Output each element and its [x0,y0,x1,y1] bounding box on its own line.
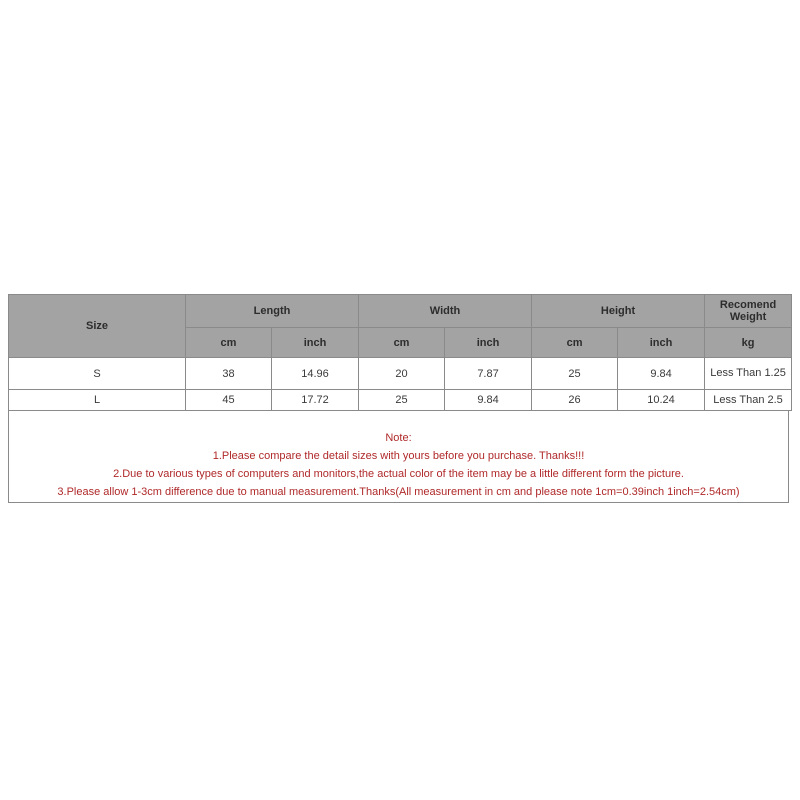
height-inch-header: inch [618,328,705,358]
size-cell: S [9,358,186,390]
size-cell: L [9,390,186,411]
width-header: Width [359,295,532,328]
weight-cell: Less Than 2.5 [705,390,792,411]
height-cm-cell: 26 [532,390,618,411]
length-inch-cell: 14.96 [272,358,359,390]
length-cm-cell: 38 [186,358,272,390]
length-header: Length [186,295,359,328]
height-cm-cell: 25 [532,358,618,390]
width-inch-cell: 9.84 [445,390,532,411]
height-header: Height [532,295,705,328]
length-inch-cell: 17.72 [272,390,359,411]
note-line: 1.Please compare the detail sizes with yours before you purchase. Thanks!!! [212,450,585,462]
length-inch-header: inch [272,328,359,358]
width-inch-header: inch [445,328,532,358]
note-line: 2.Due to various types of computers and monitors,the actual color of the item may be a little different form the picture. [113,468,684,480]
height-inch-cell: 9.84 [618,358,705,390]
note-title: Note: [385,432,412,444]
height-inch-cell: 10.24 [618,390,705,411]
width-cm-cell: 25 [359,390,445,411]
note-line: 3.Please allow 1-3cm difference due to manual measurement.Thanks(All measurement in cm and please note 1cm=0.39inch 1inch=2.54cm) [57,486,740,498]
table-row [9,358,792,390]
weight-cell: Less Than 1.25 [705,358,792,390]
notes-box [8,411,789,503]
length-cm-cell: 45 [186,390,272,411]
length-cm-header: cm [186,328,272,358]
weight-unit-header: kg [705,328,792,358]
size-table [8,294,792,411]
size-header: Size [9,295,186,358]
width-cm-header: cm [359,328,445,358]
width-cm-cell: 20 [359,358,445,390]
header-row [9,295,792,328]
weight-header: Recomend Weight [705,295,792,328]
width-inch-cell: 7.87 [445,358,532,390]
height-cm-header: cm [532,328,618,358]
table-row [9,390,792,411]
size-chart [8,294,791,503]
